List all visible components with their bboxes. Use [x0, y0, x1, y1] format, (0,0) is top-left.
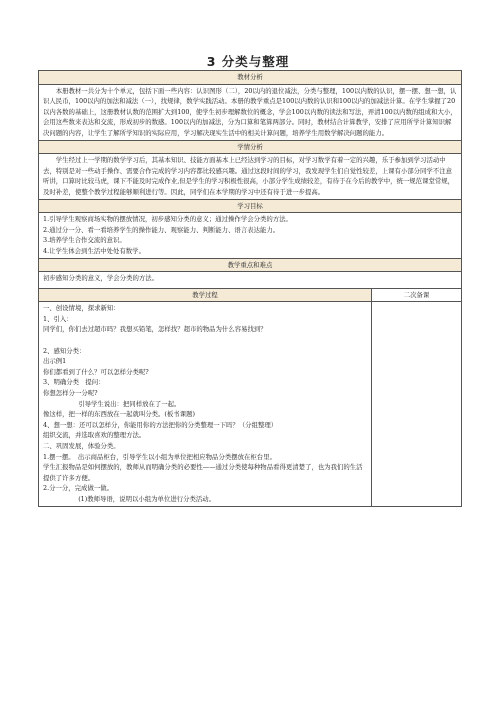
student-analysis-text: 学生经过上一学期的数学学习后，其基本知识、技能方面基本上已经达到学习的目标，对学习数学有着一定的兴趣，乐于参加到学习活动中去，特别是对一些动手操作、需要合作完成的学习内容都比较感兴趣。通过这段时间的学习，我发现学生们自觉性较差，上课有小部分同学不注意听讲，口算时比较马虎，课下不能及时完成作业,但是学生的学习积极性很高，小部分学生成绩较差，有待于在今后的教学中，统一规范课堂常规，及时补差，使整个教学过程能够顺利进行等。因此，同学们在本学期的学习中还有待于进一步提高。 [39, 154, 462, 199]
teaching-process-body [39, 302, 372, 506]
teaching-process-heading: 教学过程 [39, 288, 372, 302]
process-line: 组织交流，并选取喜欢的整理方法。 [43, 431, 146, 440]
process-line: (1)教师导语，说明以小组为单位进行分类活动。 [78, 494, 216, 503]
learning-goals-list [39, 213, 462, 258]
process-line: 2.分一分，完成做一做。 [43, 484, 114, 493]
key-points-text: 初步感知分类的意义，学会分类的方法。 [39, 272, 462, 289]
material-analysis-heading: 教材分析 [39, 71, 462, 85]
process-line: 2、感知分类： [43, 346, 86, 355]
lesson-plan-table [38, 70, 462, 507]
learning-goals-heading: 学习目标 [39, 199, 462, 213]
second-preparation-heading: 二次备课 [372, 288, 462, 302]
process-line: 同学们，你们去过超市吗？我想买铅笔，怎样找？超市的物品为什么容易找到？ [43, 325, 267, 334]
second-preparation-notes [372, 302, 462, 506]
process-line [43, 335, 367, 346]
process-line: 出示例1 [43, 357, 67, 366]
process-line: 你们都看到了什么？可以怎样分类呢? [43, 367, 149, 376]
process-line: 1、引入： [43, 314, 73, 323]
material-analysis-text: 本册教材一共分为十个单元，包括下面一些内容：认识图形（二），20以内的退位减法，分类与整理，100以内数的认识，摆一摆、想一想，认识人民币，100以内的加法和减法（一），找规律，数学实践活动。本册的教学重点是100以内数的认识和100以内的加减法计算。在学生掌握了20以内各数的基础上，这册教材认数的范围扩大到100，使学生初步理解数位的概念，学会100以内数的读法和写法，弄清100以内数的组成和大小，会用这些数来表达和交流，形成初步的数感。100以内的加减法，分为口算和笔算两部分。同时，教材结合计算教学，安排了应用所学计算知识解决问题的内容，让学生了解所学知识的实际应用，学习解决现实生活中的相关计算问题，培养学生用数学解决问题的能力。 [39, 84, 462, 140]
process-line: 二、巩固发展，体验分类。 [43, 442, 120, 450]
process-line: 像这样，把一样的东西放在一起就叫分类。(板书课题) [43, 410, 195, 419]
process-line: 1.摆一摆。 出示商品柜台，引导学生以小组为单位把相应物品分类摆放在柜台里。 [43, 452, 276, 461]
process-line: 3、明确分类 提问： [43, 378, 105, 387]
document-title: 3 分类与整理 [206, 54, 290, 69]
key-points-heading: 教学重点和难点 [39, 258, 462, 272]
process-line: 学生汇报物品是如何摆放的，教师从而明确分类的必要性——通过分类使每种物品看得更清楚了，也为我们的生活提供了许多方便。 [43, 463, 363, 482]
goal-item: 4.让学生体会到生活中处处有数学。 [43, 246, 145, 255]
student-analysis-heading: 学情分析 [39, 140, 462, 154]
process-line: 引导学生说出：把同样放在了一起。 [78, 399, 181, 408]
goal-item: 3.培养学生合作交流的意识。 [43, 236, 126, 245]
process-line: 一、创设情境，探求新知： [43, 304, 120, 313]
process-line: 你想怎样分一分呢? [43, 389, 98, 398]
process-line: 4、想一想：还可以怎样分，你能用你的方法把你的分类整理一下吗？（分组整理） [43, 420, 278, 429]
goal-item: 1.引导学生观察商场实物的摆放情况，初步感知分类的意义；通过操作学会分类的方法。 [43, 215, 292, 224]
goal-item: 2.通过分一分、看一看培养学生的操作能力、观察能力、判断能力、语言表达能力。 [43, 225, 280, 234]
